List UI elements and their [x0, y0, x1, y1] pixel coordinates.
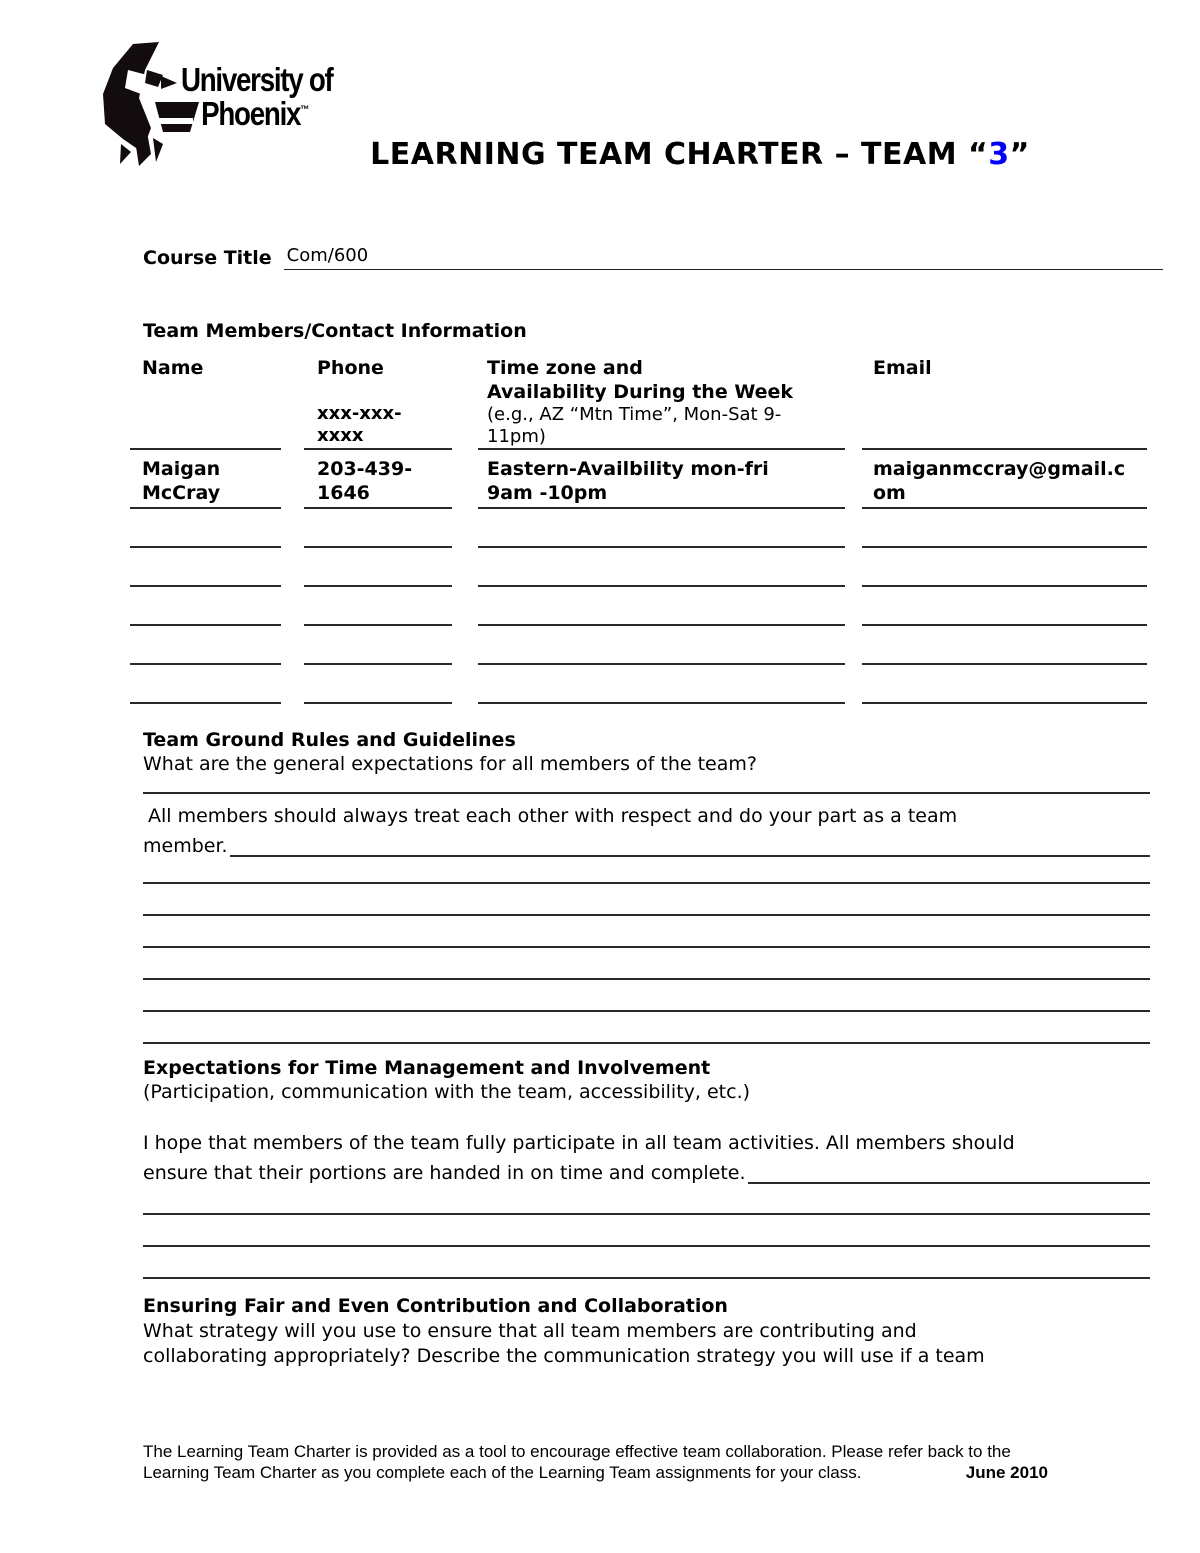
header-cell-email: Email	[862, 352, 1147, 450]
header-cell-phone: Phone xxx-xxx-xxxx	[304, 352, 452, 450]
time-management-answer-line2-text[interactable]: ensure that their portions are handed in on time and complete.	[143, 1162, 746, 1184]
table-row-empty	[130, 548, 1147, 587]
ground-rules-answer-line2-text[interactable]: member.	[143, 835, 228, 857]
timezone-example-hint: (e.g., AZ “Mtn Time”, Mon-Sat 9-11pm)	[487, 404, 782, 447]
empty-name-field[interactable]	[130, 548, 281, 587]
empty-email-field[interactable]	[862, 509, 1147, 548]
ground-rules-heading: Team Ground Rules and Guidelines	[143, 729, 516, 751]
ground-rules-answer-line1[interactable]: All members should always treat each other with respect and do your part as a team	[148, 805, 958, 827]
table-row-empty	[130, 587, 1147, 626]
empty-phone-field[interactable]	[304, 548, 452, 587]
answer-blank-line[interactable]	[143, 980, 1150, 1012]
document-footer	[143, 1441, 1048, 1483]
team-members-section-heading: Team Members/Contact Information	[143, 320, 527, 342]
team-members-table	[130, 352, 1147, 704]
empty-phone-field[interactable]	[304, 509, 452, 548]
empty-name-field[interactable]	[130, 509, 281, 548]
empty-availability-field[interactable]	[478, 548, 845, 587]
empty-availability-field[interactable]	[478, 509, 845, 548]
footer-line2-text: Learning Team Charter as you complete each of the Learning Team assignments for your class.	[143, 1463, 862, 1482]
answer-blank-line[interactable]	[143, 861, 1150, 884]
empty-name-field[interactable]	[130, 665, 281, 704]
header-cell-timezone: Time zone and Availability During the Week (e.g., AZ “Mtn Time”, Mon-Sat 9-11pm)	[478, 352, 845, 450]
empty-phone-field[interactable]	[304, 665, 452, 704]
empty-email-field[interactable]	[862, 587, 1147, 626]
empty-phone-field[interactable]	[304, 587, 452, 626]
answer-blank-line[interactable]	[143, 916, 1150, 948]
time-management-heading: Expectations for Time Management and Involvement	[143, 1057, 711, 1079]
time-management-subtext: (Participation, communication with the team, accessibility, etc.)	[143, 1081, 751, 1103]
course-title-field[interactable]: Com/600	[284, 244, 1163, 270]
course-title-row	[143, 244, 1163, 270]
ground-rules-answer-line2	[143, 831, 1150, 861]
empty-availability-field[interactable]	[478, 665, 845, 704]
table-header-row	[130, 352, 1147, 450]
empty-email-field[interactable]	[862, 665, 1147, 704]
logo-line-phoenix: Phoenix™	[201, 95, 309, 132]
empty-email-field[interactable]	[862, 626, 1147, 665]
answer-blank-line[interactable]	[143, 948, 1150, 980]
time-management-section	[143, 1056, 1150, 1279]
fair-contribution-question-line2: collaborating appropriately? Describe the communication strategy you will use if a team	[143, 1345, 985, 1367]
table-row-empty	[130, 626, 1147, 665]
answer-underline[interactable]	[230, 831, 1150, 857]
ground-rules-section	[143, 728, 1150, 1044]
fair-contribution-section	[143, 1294, 1150, 1369]
empty-name-field[interactable]	[130, 587, 281, 626]
fair-contribution-question-line1: What strategy will you use to ensure that all team members are contributing and	[143, 1320, 917, 1342]
footer-date: June 2010	[965, 1463, 1048, 1482]
answer-underline[interactable]	[748, 1158, 1150, 1184]
time-management-answer-line2	[143, 1158, 1150, 1188]
table-row-member	[130, 450, 1147, 509]
ground-rules-question: What are the general expectations for all members of the team?	[143, 753, 757, 775]
university-of-phoenix-logo	[95, 42, 345, 167]
answer-blank-line[interactable]	[143, 1247, 1150, 1279]
time-management-answer-line1[interactable]: I hope that members of the team fully participate in all team activities. All members should	[143, 1132, 1015, 1154]
empty-email-field[interactable]	[862, 548, 1147, 587]
member-email-field[interactable]: maiganmccray@gmail.com	[862, 450, 1147, 509]
course-title-label: Course Title	[143, 247, 272, 269]
table-row-empty	[130, 665, 1147, 704]
header-cell-name: Name	[130, 352, 281, 450]
empty-name-field[interactable]	[130, 626, 281, 665]
member-name-field[interactable]: Maigan McCray	[130, 450, 281, 509]
footer-line2	[143, 1462, 1048, 1483]
answer-blank-line[interactable]	[143, 1215, 1150, 1247]
table-row-empty	[130, 509, 1147, 548]
page-title	[320, 137, 1080, 172]
title-team-number: 3	[988, 137, 1010, 172]
answer-blank-line[interactable]	[143, 1188, 1150, 1215]
fair-contribution-heading: Ensuring Fair and Even Contribution and Collaboration	[143, 1295, 728, 1317]
empty-availability-field[interactable]	[478, 626, 845, 665]
trademark-mark: ™	[300, 104, 309, 116]
member-phone-field[interactable]: 203-439-1646	[304, 450, 452, 509]
title-prefix: LEARNING TEAM CHARTER – TEAM “	[370, 137, 989, 172]
empty-availability-field[interactable]	[478, 587, 845, 626]
answer-blank-line[interactable]	[143, 884, 1150, 916]
member-availability-field[interactable]: Eastern-Availbility mon-fri 9am -10pm	[478, 450, 845, 509]
answer-blank-line[interactable]	[143, 1012, 1150, 1044]
footer-line1: The Learning Team Charter is provided as a tool to encourage effective team collaboration. Please refer back to the	[143, 1442, 1011, 1461]
title-suffix: ”	[1009, 137, 1030, 172]
logo-wordmark	[181, 61, 333, 132]
logo-line-university: University of	[181, 61, 333, 98]
phone-format-hint: xxx-xxx-xxxx	[317, 403, 402, 446]
answer-rule-line	[143, 792, 1150, 794]
empty-phone-field[interactable]	[304, 626, 452, 665]
